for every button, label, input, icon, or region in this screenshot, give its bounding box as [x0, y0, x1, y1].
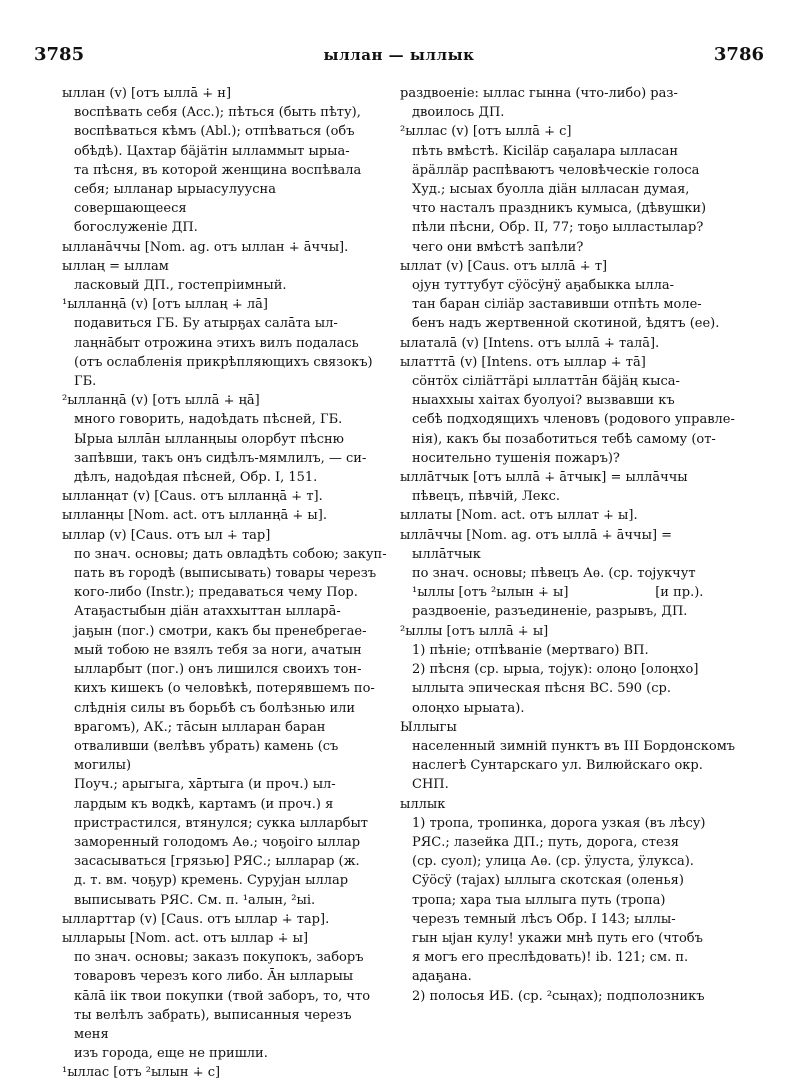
entry-text-line: jаҕын (пог.) смотри, какъ бы пренебрегае-: [74, 623, 367, 639]
entry-text-line: кāлā iiк твои покупки (твой заборъ, то, что: [74, 988, 371, 1004]
entry-text-line: богослуженіе ДП.: [74, 220, 198, 236]
entry-headword-line: ыллаң = ыллам: [62, 258, 169, 274]
entry-text-line: пѣть вмѣстѣ. Кiсiläр саҕалара ылласан: [412, 143, 679, 159]
entry-text-line: заморенный голодомъ Аѳ.; чоҕоiго ыллар: [74, 834, 361, 850]
entry-headword-line: ²ыллас (v) [отъ ыллā ∔ с]: [400, 124, 572, 140]
entry-headword-line: ыллāччы [Nom. ag. отъ ыллā ∔ āччы] =: [400, 527, 673, 543]
entry-text-line: оjун туттубут сÿöсÿнÿ аҕабыкка ылла-: [412, 278, 674, 294]
entry-headword-line: ылларттар (v) [Caus. отъ ыллар ∔ тар].: [62, 911, 330, 927]
entry-text-line: тан баран сiлiäр заставивши отпѣть моле-: [412, 297, 702, 313]
entry-headword-line: ылланңы [Nom. act. отъ ылланңā ∔ ы].: [62, 508, 327, 524]
dictionary-entry: [400, 506, 772, 525]
entry-text-line: обѣдѣ). Цахтар бäjäтiн ылламмыт ырыа-: [74, 143, 350, 159]
dictionary-entry: [62, 526, 390, 910]
entry-text-line: лардым къ водкѣ, картамъ (и проч.) я: [74, 796, 334, 812]
entry-headword-line: ²ыллы [отъ ыллā ∔ ы]: [400, 623, 549, 639]
entry-text-line: по знач. основы; дать овладѣть собою; закуп-: [74, 546, 387, 562]
entry-headword-line: ¹ыллас [отъ ²ылын ∔ с]: [62, 1065, 221, 1081]
entry-text-line: черезъ темный лѣсъ Обр. I 143; ыллы-: [412, 911, 676, 927]
page-number-right: 3786: [713, 44, 764, 65]
entry-text-line: чего они вмѣстѣ запѣли?: [412, 239, 584, 255]
entry-text-line: Атаҕастыбын дiäн атаххыттан ылларā-: [74, 604, 341, 620]
dictionary-entry: [400, 122, 772, 256]
entry-text-line: по знач. основы; пѣвецъ Аѳ. (ср. тојукчут: [412, 566, 696, 582]
entry-headword-line: ылланңат (v) [Caus. отъ ылланңā ∔ т].: [62, 489, 323, 505]
dictionary-entry: [400, 795, 772, 1006]
entry-headword-line: ыллāтчык [отъ ыллā ∔ āтчык] = ыллāччы: [400, 470, 688, 486]
entry-text-line: РЯС.; лазейка ДП.; путь, дорога, стезя: [412, 834, 679, 850]
entry-headword-line: ыллан (v) [отъ ыллā ∔ н]: [62, 86, 232, 101]
entry-text-line: дѣлъ, надоѣдая пѣсней, Обр. I, 151.: [74, 470, 318, 486]
dictionary-entry: [400, 526, 772, 622]
entry-text-line: ныаххыы хаiтах буолуоi? вызвавши къ: [412, 393, 675, 409]
entry-text-line: Сÿöсÿ (таjах) ыллыга скотская (оленья): [412, 873, 684, 889]
dictionary-entry: [400, 257, 772, 334]
entry-text-line: мый тобою не взялъ тебя за ноги, ачатын: [74, 642, 362, 658]
entry-text-line: носительно тушенія пожаръ)?: [412, 450, 620, 466]
entry-text-line: Поуч.; арыгыга, хāртыга (и проч.) ыл-: [74, 777, 336, 793]
entry-text-line: гын ыjан кулу! укажи мнѣ путь его (чтобъ: [412, 930, 703, 946]
entry-text-line: (ср. суол); улица Аѳ. (ср. ÿлуста, ÿлукса).: [412, 854, 694, 870]
entry-headword-line: ¹ылланңā (v) [отъ ыллаң ∔ лā]: [62, 297, 269, 313]
entry-text-line: ыллāтчык: [412, 546, 481, 562]
entry-text-line: много говорить, надоѣдать пѣсней, ГБ.: [74, 412, 343, 428]
entry-text-line: пѣвецъ, пѣвчій, Лекс.: [412, 489, 560, 505]
entry-text-line: ыллыта эпическая пѣсня ВС. 590 (ср.: [412, 681, 671, 697]
entry-text-line: пѣли пѣсни, Обр. II, 77; тоҕо ылластылар?: [412, 220, 704, 236]
dictionary-entry: [400, 334, 772, 353]
running-head: ыллан — ыллык: [323, 46, 475, 64]
entry-text-line: я могъ его преслѣдовать)! ib. 121; см. п.: [412, 950, 689, 966]
entry-text-line: двоилось ДП.: [412, 105, 505, 121]
entry-text-line: выписывать РЯС. См. п. ¹алын, ²ыі.: [74, 892, 316, 908]
entry-text-line: 2) пѣсня (ср. ырыа, тојук): олоңо [олоңхо]: [412, 662, 699, 678]
entry-text-line: д. т. вм. чоҕур) кремень. Сурујан ыллар: [74, 873, 349, 889]
entry-text-line: та пѣсня, въ которой женщина воспѣвала: [74, 162, 362, 178]
entry-text-line: лаңнāбыт отрожина этихъ вилъ подалась: [74, 335, 359, 351]
dictionary-entry: [400, 84, 772, 122]
dictionary-entry: [400, 353, 772, 468]
right-column: [400, 84, 772, 1006]
entry-text-line: отваливши (велѣвъ убрать) камень (съ могилы): [74, 738, 343, 774]
entry-headword-line: ылларыы [Nom. act. отъ ыллар ∔ ы]: [62, 930, 309, 946]
entry-headword-line: ыллар (v) [Caus. отъ ыл ∔ тар]: [62, 527, 271, 543]
entry-text-line: воспѣвать себя (Acc.); пѣться (быть пѣту), воспѣваться кѣмъ (Abl.); отпѣваться (объ: [74, 105, 365, 140]
entry-headword-line: ылланāччы [Nom. ag. отъ ыллан ∔ āччы].: [62, 239, 349, 255]
entry-text-line: сöнтöх сiлiäттäрi ыллаттāн бäjäң кыса-: [412, 374, 680, 390]
entry-text-line: раздвоеніе, разъединеніе, разрывъ, ДП.: [412, 604, 688, 620]
entry-text-line: слѣднія силы въ борьбѣ съ болѣзнью или: [74, 700, 356, 716]
entry-headword-line: ылаталā (v) [Intens. отъ ыллā ∔ талā].: [400, 335, 660, 351]
dictionary-entry: [62, 84, 390, 238]
entry-text-line: олоңхо ырыата).: [412, 700, 525, 716]
entry-text-line: пать въ городѣ (выписывать) товары черезъ: [74, 566, 377, 582]
dictionary-entry: [400, 468, 772, 506]
entry-text-line: по знач. основы; заказъ покупокъ, заборъ: [74, 950, 364, 966]
entry-headword-line: ылатттā (v) [Intens. отъ ыллар ∔ тā]: [400, 354, 646, 370]
entry-text-line: äрäллäр распѣваютъ человѣческіе голоса: [412, 162, 700, 178]
entry-text-line: 1) пѣніе; отпѣваніе (мертваго) ВП.: [412, 642, 649, 658]
dictionary-entry: [62, 929, 390, 1063]
entry-headword-line: Ыллыгы: [400, 719, 457, 735]
entry-text-line: себѣ подходящихъ членовъ (родового управле-: [412, 412, 735, 428]
entry-text-line: засасываться [грязью] РЯС.; ылларар (ж.: [74, 854, 360, 870]
entry-text-line: себя; ылланар ырыасулуусна совершающееся: [74, 182, 281, 217]
dictionary-entry: [62, 1063, 390, 1082]
entry-text-line: кого-либо (Instr.); предаваться чему Пор.: [74, 585, 358, 601]
dictionary-entry: [62, 238, 390, 257]
entry-text-line: нія), какъ бы позаботиться тебѣ самому (от-: [412, 431, 716, 447]
entry-text-line: ты велѣлъ забрать), выписанныя черезъ меня: [74, 1007, 356, 1042]
entry-text-line: врагомъ), АК.; тāсын ылларан баран: [74, 719, 326, 735]
dictionary-entry: [62, 391, 390, 487]
entry-text-line: кихъ кишекъ (о человѣкѣ, потерявшемъ по-: [74, 681, 375, 697]
entry-text-line: запѣвши, такъ онъ сидѣлъ-мямлилъ, — си-: [74, 450, 367, 466]
entry-text-line: 2) полосья ИБ. (ср. ²сыңах); подполозникъ: [412, 988, 705, 1004]
page-number-left: 3785: [34, 44, 85, 65]
entry-text-line: (отъ ослабленія прикрѣпляющихъ связокъ) ГБ.: [74, 354, 377, 390]
entry-text-line: Худ.; ысыах буолла дiäн ылласан думая,: [412, 182, 690, 198]
entry-text-line: что насталъ праздникъ кумыса, (дѣвушки): [412, 201, 707, 217]
entry-text-line: адаҕана.: [412, 969, 472, 985]
entry-headword-line: ыллык: [400, 796, 446, 812]
dictionary-entry: [400, 622, 772, 718]
entry-text-line: ылларбыт (пог.) онъ лишился своихъ тон-: [74, 662, 362, 678]
entry-headword-line: ²ылланңā (v) [отъ ыллā ∔ ңā]: [62, 393, 260, 409]
entry-text-line: населенный зимній пунктъ въ III Бордонскомъ: [412, 738, 736, 754]
page-header: [34, 44, 764, 70]
entry-text-line: 1) тропа, тропинка, дорога узкая (въ лѣсу): [412, 815, 706, 831]
entry-text-line: Ырыа ыллāн ылланңыы олорбут пѣсню: [74, 431, 344, 447]
entry-headword-line: ыллат (v) [Caus. отъ ыллā ∔ т]: [400, 258, 608, 274]
dictionary-entry: [62, 257, 390, 295]
entry-text-line: изъ города, еще не пришли.: [74, 1046, 268, 1062]
entry-text-line: ласковый ДП., гостепріимный.: [74, 278, 287, 294]
entry-text-line: СНП.: [412, 777, 449, 793]
entry-text-line: подавиться ГБ. Бу атырҕах салāта ыл-: [74, 316, 338, 332]
dictionary-entry: [62, 295, 390, 391]
left-column: [62, 84, 390, 1083]
dictionary-entry: [400, 718, 772, 795]
entry-text-line: бенъ надъ жертвенной скотиной, ѣдятъ (ее).: [412, 316, 720, 332]
entry-text-line: товаровъ черезъ кого либо. Āн ылларыы: [74, 969, 354, 985]
entry-text-line: ¹ыллы [отъ ²ылын ∔ ы] [и пр.).: [412, 585, 704, 601]
entry-headword-line: ыллаты [Nom. act. отъ ыллат ∔ ы].: [400, 508, 638, 524]
entry-text-line: наслегѣ Сунтарскаго ул. Вилюйскаго окр.: [412, 758, 703, 774]
dictionary-entry: [62, 910, 390, 929]
entry-text-line: тропа; хара тыа ыллыга путь (тропа): [412, 892, 666, 908]
dictionary-entry: [62, 487, 390, 506]
entry-text-line: пристрастился, втянулся; сукка ылларбыт: [74, 815, 368, 831]
entry-headword-line: раздвоеніе: ыллас гынна (что-либо) раз-: [400, 86, 678, 101]
dictionary-entry: [62, 506, 390, 525]
